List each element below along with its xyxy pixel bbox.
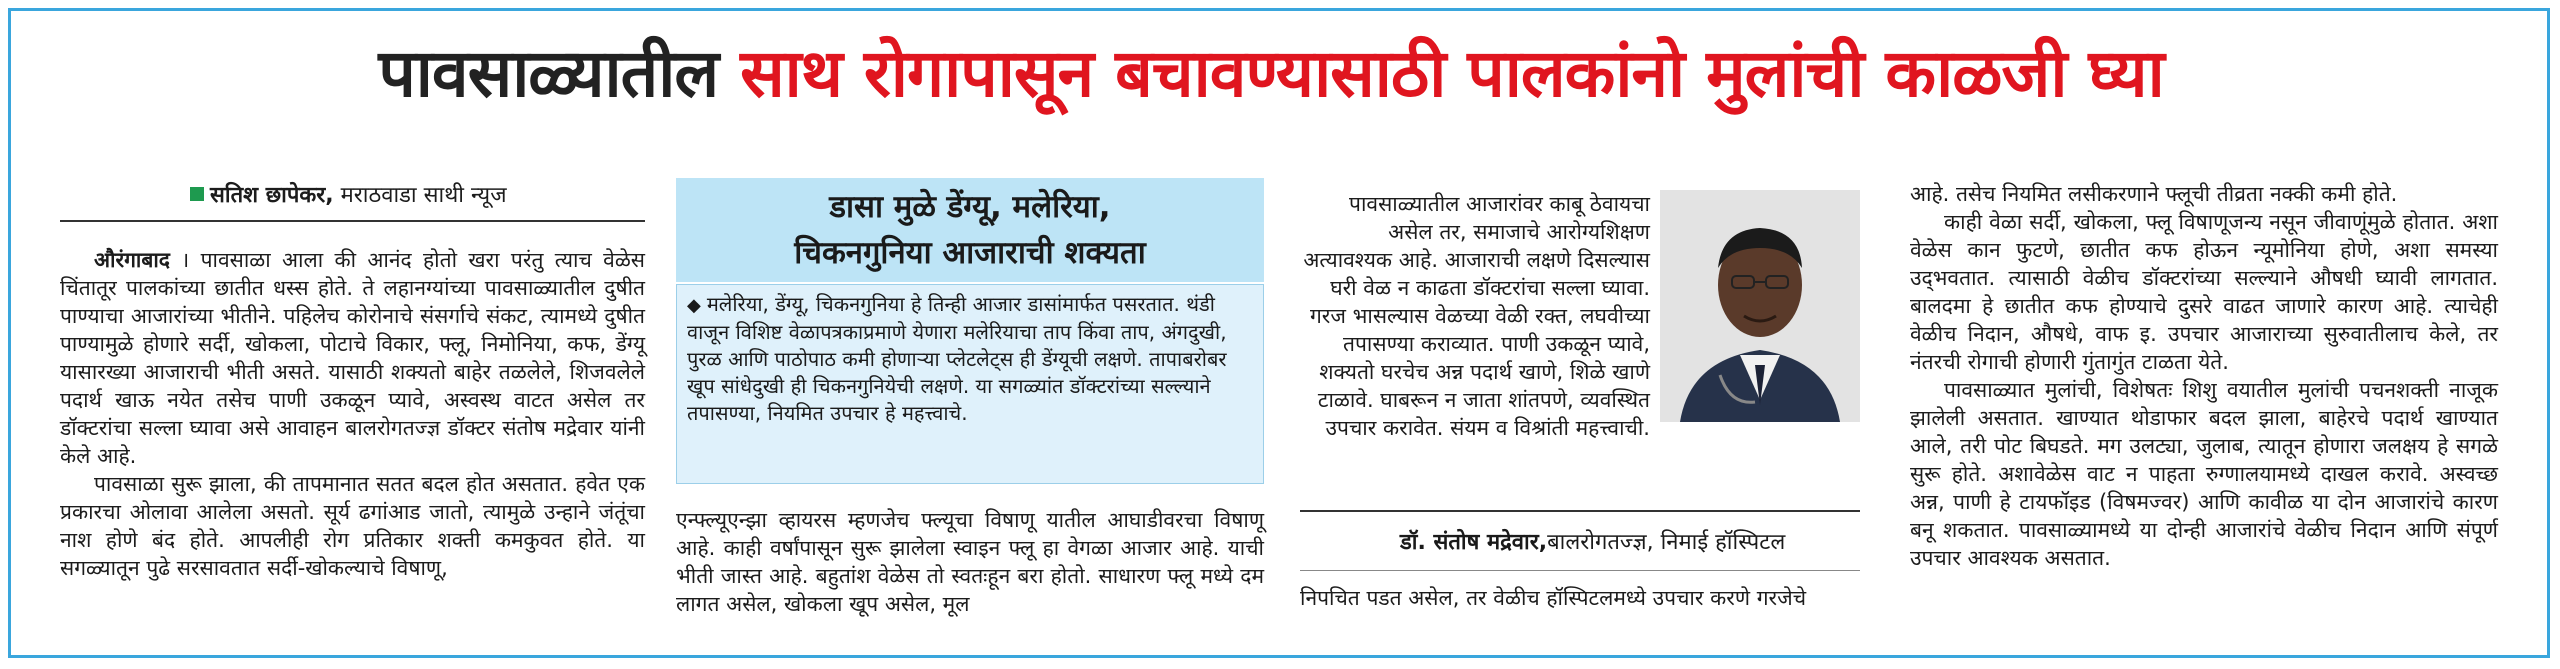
sidebar-box-title bbox=[676, 178, 1264, 282]
column-1-text-1: । पावसाळा आला की आनंद होतो खरा परंतु त्याच वेळेस चिंतातूर पालकांच्या छातीत धस्स होते. ते लहानग्यांच्या पावसाळ्यातील दुषीत पाण्याचा आजारांच्या भीतीने. पहिलेच कोरोनाचे संसर्गाचे संकट, त्यामध्ये दुषीत पाण्यामुळे होणारे सर्दी, खोकला, पोटाचे विकार, फ्लू, निमोनिया, कफ, डेंग्यू यासारख्या आजाराची भीती असते. यासाठी शक्यतो बाहेर तळलेले, शिजवलेले पदार्थ खाऊ नयेत तसेच पाणी उकळून प्यावे, अस्वस्थ वाटत असेल तर डॉक्टरांचा सल्ला घ्यावा असे आवाहन बालरोगतज्ज्ञ डॉक्टर संतोष मद्रेवार यांनी केले आहे. bbox=[60, 248, 645, 468]
diamond-bullet-icon: ◆ bbox=[687, 295, 701, 316]
headline bbox=[0, 35, 2542, 112]
box-body-text: मलेरिया, डेंग्यू, चिकनगुनिया हे तिन्ही आजार डासांमार्फत पसरतात. थंडी वाजून विशिष्ट वेळापत्रकाप्रमाणे येणारा मलेरियाचा ताप किंवा ताप, अंगदुखी, पुरळ आणि पाठोपाठ कमी होणाऱ्या प्लेटलेट्स ही डेंग्यूची लक्षणे. तापाबरोबर खूप सांधेदुखी ही चिकनगुनियेची लक्षणे. या सगळ्यांत डॉक्टरांच्या सल्ल्याने तपासण्या, नियमित उपचार हे महत्त्वाचे. bbox=[687, 292, 1227, 425]
column-4-para-2: काही वेळा सर्दी, खोकला, फ्लू विषाणूजन्य नसून जीवाणूंमुळे होतात. अशा वेळेस कान फुटणे, छातीत कफ होऊन न्यूमोनिया होणे, अशा समस्या उद्‌भवतात. त्यासाठी वेळीच डॉक्टरांच्या सल्ल्याने औषधी घ्यावी लागतात. बालदमा हे छातीत कफ होण्याचे दुसरे वाढत जाणारे कारण आहे. त्याचेही वेळीच निदान, औषधे, वाफ इ. उपचार आजाराच्या सुरुवातीलाच केले, तर नंतरची रोगाची होणारी गुंतागुंत टाळता येते. bbox=[1910, 210, 2498, 374]
headline-part2: साथ रोगापासून बचावण्यासाठी पालकांनो मुलांची काळजी घ्या bbox=[740, 35, 2164, 112]
doctor-quote-rule bbox=[1300, 510, 1860, 512]
byline-rule bbox=[60, 220, 645, 222]
box-title-line-1: डासा मुळे डेंग्यू, मलेरिया, bbox=[829, 189, 1111, 225]
column-1-para-2: पावसाळा सुरू झाला, की तापमानात सतत बदल होत असतात. हवेत एक प्रकारचा ओलावा आलेला असतो. सूर्य ढगांआड जातो, त्यामुळे उन्हाने जंतूंचा नाश होणे बंद होते. आपलीही रोग प्रतिकार शक्ती कमकुवत होते. या सगळ्यातून पुढे सरसावतात सर्दी-खोकल्याचे विषाणू, bbox=[60, 472, 645, 580]
column-1-para-1 bbox=[60, 246, 645, 470]
column-2 bbox=[676, 506, 1264, 618]
column-3 bbox=[1300, 190, 1650, 442]
column-4-para-3: पावसाळ्यात मुलांची, विशेषतः शिशु वयातील मुलांची पचनशक्ती नाजूक झालेली असतात. खाण्यात थोडाफार बदल झाला, बाहेरचे पदार्थ खाण्यात आले, तरी पोट बिघडते. मग उलट्या, जुलाब, त्यातून होणारा जलक्षय हे सगळे सुरू होते. अशावेळेस वाट न पाहता रुग्णालयामध्ये दाखल करावे. अस्वच्छ अन्न, पाणी हे टायफॉइड (विषमज्वर) आणि कावीळ या दोन आजारांचे कारण बनू शकतात. पावसाळ्यामध्ये या दोन्ही आजारांचे वेळीच निदान आणि संपूर्ण उपचार आवश्यक असतात. bbox=[1910, 378, 2498, 570]
box-title-line-2: चिकनगुनिया आजाराची शक्यता bbox=[794, 235, 1146, 271]
doctor-portrait-image bbox=[1660, 190, 1860, 422]
doctor-signature bbox=[1400, 526, 1785, 556]
sidebar-box-body bbox=[676, 284, 1264, 484]
column-3-para-1: पावसाळ्यातील आजारांवर काबू ठेवायचा असेल तर, समाजाचे आरोग्यशिक्षण अत्यावश्यक आहे. आजाराची लक्षणे दिसल्यास घरी वेळ न काढता डॉक्टरांचा सल्ला घ्यावा. गरज भासल्यास वेळच्या वेळी रक्त, लघवीच्या तपासण्या कराव्यात. पाणी उकळून प्यावे, शक्यतो घरचेच अन्न पदार्थ खाणे, शिळे खाणे टाळावे. घाबरून न जाता शांतपणे, व्यवस्थित उपचार करावेत. संयम व विश्रांती महत्त्वाची. bbox=[1303, 192, 1650, 440]
doctor-role: बालरोगतज्ज्ञ, निमाई हॉस्पिटल bbox=[1547, 530, 1786, 555]
column-2-para-1: एन्फ्ल्यूएन्झा व्हायरस म्हणजेच फ्ल्यूचा विषाणू यातील आघाडीवरचा विषाणू आहे. काही वर्षांपासून सुरू झालेला स्वाइन फ्लू हा वेगळा आजार आहे. याची भीती जास्त आहे. बहुतांश वेळेस तो स्वतःहून बरा होतो. साधारण फ्लू मध्ये दम लागत असेल, खोकला खूप असेल, मूल bbox=[676, 508, 1264, 616]
column-3-bottom bbox=[1300, 584, 1860, 612]
dateline-place: औरंगाबाद bbox=[94, 248, 170, 272]
byline bbox=[190, 182, 650, 210]
column-4 bbox=[1910, 180, 2498, 572]
headline-part1: पावसाळ्यातील bbox=[378, 35, 719, 112]
green-square-icon bbox=[190, 187, 204, 201]
column-3-separator bbox=[1300, 570, 1860, 571]
byline-org: मराठवाडा साथी न्यूज bbox=[333, 183, 507, 208]
doctor-name: डॉ. संतोष मद्रेवार, bbox=[1400, 530, 1548, 555]
byline-name: सतिश छापेकर, bbox=[210, 183, 334, 208]
column-1 bbox=[60, 246, 645, 582]
column-3-para-2: निपचित पडत असेल, तर वेळीच हॉस्पिटलमध्ये उपचार करणे गरजेचे bbox=[1300, 586, 1807, 610]
doctor-photo bbox=[1660, 190, 1860, 422]
column-4-para-1: आहे. तसेच नियमित लसीकरणाने फ्लूची तीव्रता नक्की कमी होते. bbox=[1910, 182, 2398, 206]
